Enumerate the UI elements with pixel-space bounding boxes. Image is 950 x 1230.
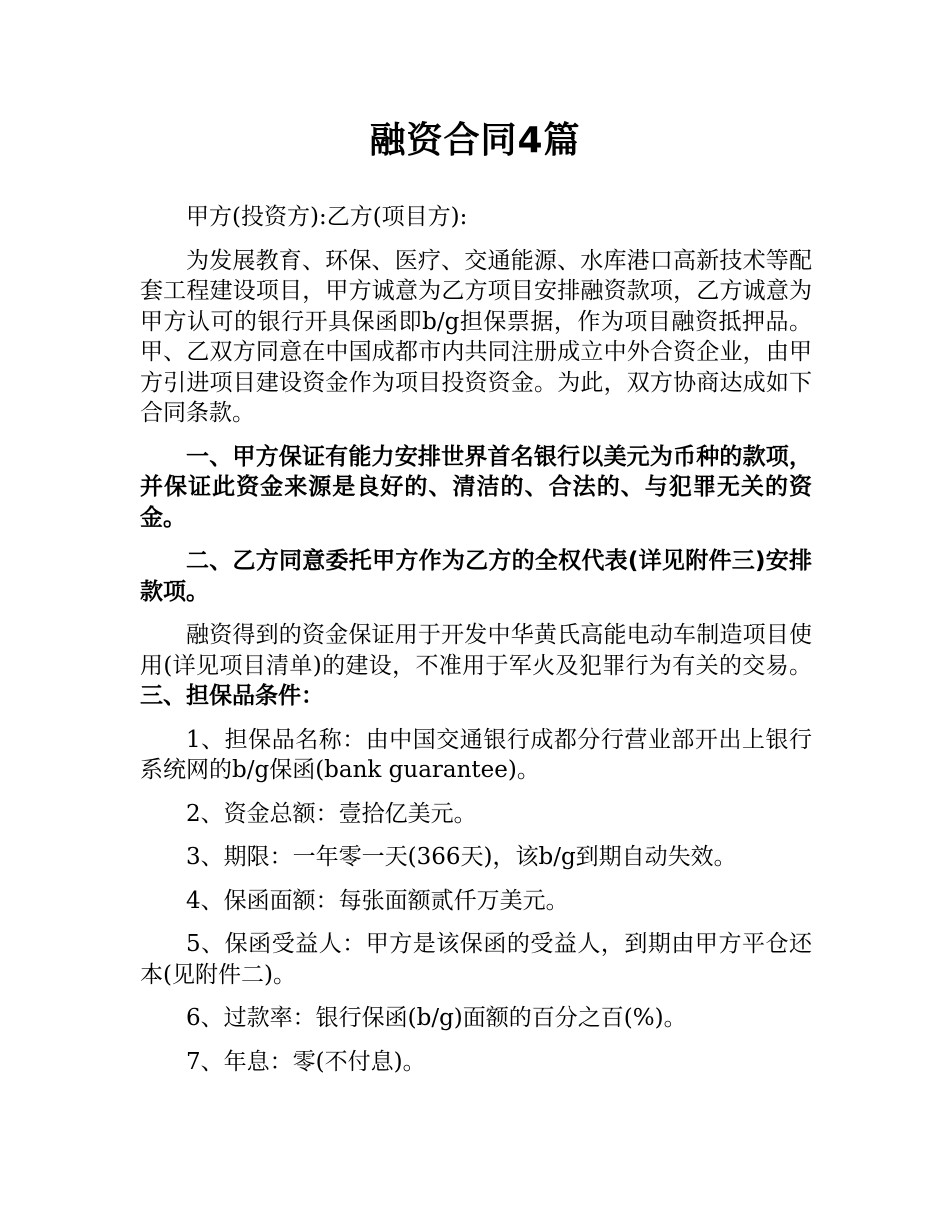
item-3: 3、期限：一年零一天(366天)，该b/g到期自动失效。 [186,844,737,870]
usage-paragraph [140,620,812,712]
item-1: 1、担保品名称：由中国交通银行成都分行营业部开出上银行系统网的b/g保函(bank guarantee)。 [140,726,812,783]
document-body [140,202,812,1090]
item-7: 7、年息：零(不付息)。 [186,1048,426,1075]
document-title: 融资合同4篇 [369,120,581,161]
item-5: 5、保函受益人：甲方是该保函的受益人，到期由甲方平仓还本(见附件二)。 [140,931,812,988]
clause-2: 二、乙方同意委托甲方作为乙方的全权代表(详见附件三)安排款项。 [140,548,812,605]
clause-3-heading: 三、担保品条件： [140,683,324,709]
intro-paragraph: 为发展教育、环保、医疗、交通能源、水库港口高新技术等配套工程建设项目，甲方诚意为乙方项目安排融资款项，乙方诚意为甲方认可的银行开具保函即b/g担保票据，作为项目融资抵押品。甲、乙双方同意在中国成都市内共同注册成立中外合资企业，由甲方引进项目建设资金作为项目投资资金。为此，双方协商达成如下合同条款。 [140,247,812,426]
clause-1: 一、甲方保证有能力安排世界首名银行以美元为币种的款项，并保证此资金来源是良好的、清洁的、合法的、与犯罪无关的资金。 [140,443,812,531]
item-6: 6、过款率：银行保函(b/g)面额的百分之百(%)。 [186,1005,687,1031]
parties-line: 甲方(投资方):乙方(项目方): [186,204,468,230]
item-2: 2、资金总额：壹拾亿美元。 [186,800,477,827]
usage-text: 融资得到的资金保证用于开发中华黄氏高能电动车制造项目使用(详见项目清单)的建设，不准用于军火及犯罪行为有关的交易。 [140,622,812,679]
item-4: 4、保函面额：每张面额贰仟万美元。 [186,887,569,914]
